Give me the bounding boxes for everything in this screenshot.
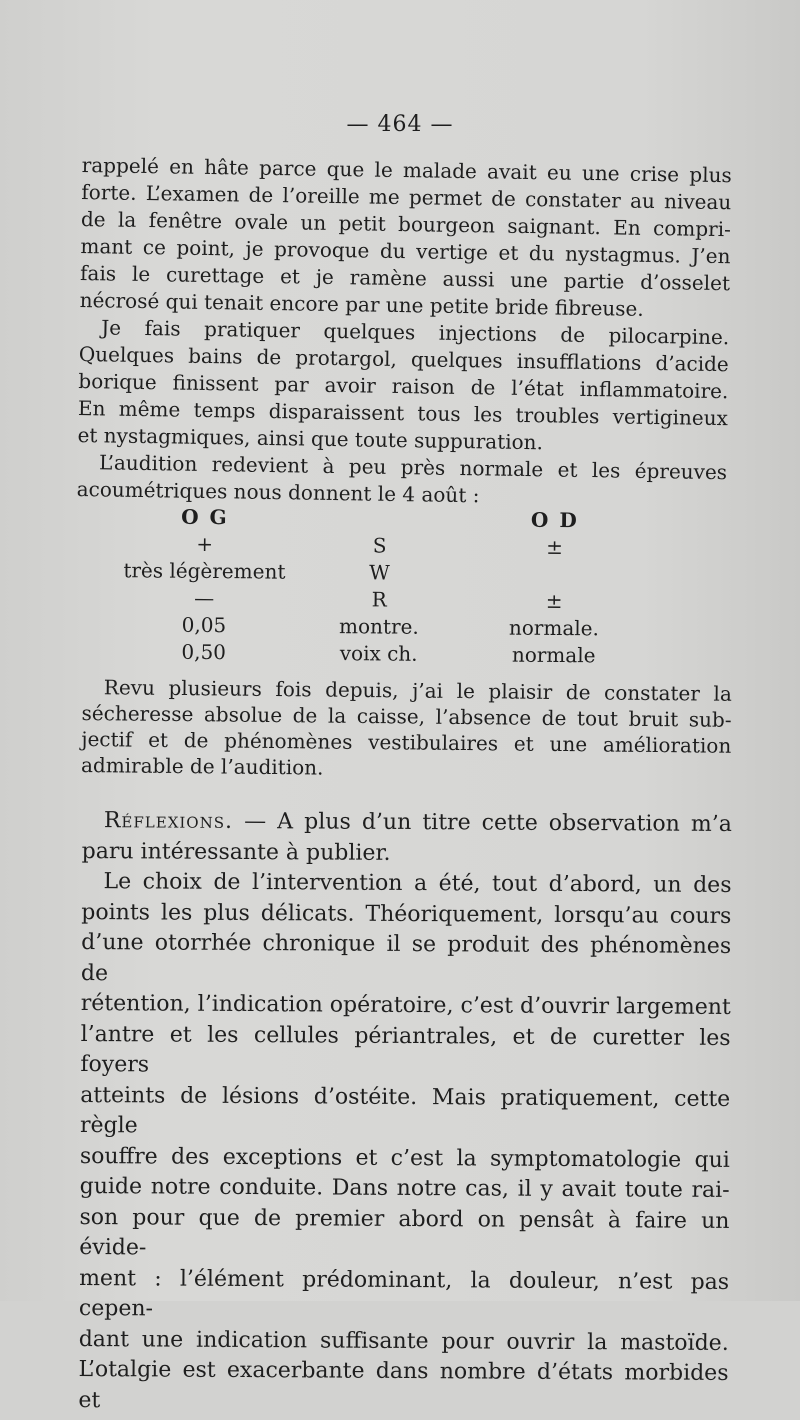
text-line: forte. L’examen de l’oreille me permet de constater au niveau — [81, 179, 732, 215]
text-line: En même temps disparaissent tous les troubles vertigineux — [77, 395, 729, 431]
table-cell: S — [372, 533, 387, 558]
page-number: — 464 — — [346, 112, 454, 137]
text-line: points les plus délicats. Théoriquement, lorsqu’au cours — [81, 899, 732, 929]
table-cell: normale — [511, 642, 596, 668]
header-spacer — [310, 505, 450, 533]
text-line: acoumétriques nous donnent le 4 août : — [76, 476, 480, 508]
text-line: rappelé en hâte parce que le malade avait eu une crise plus — [81, 152, 732, 188]
table-cell: voix ch. — [339, 641, 418, 666]
text-line: de la fenêtre ovale un petit bourgeon saignant. En compri- — [80, 206, 732, 242]
text-line: Le choix de l’intervention a été, tout d’abord, un des — [103, 869, 732, 898]
text-line: nécrosé qui tenait encore par une petite bride fibreuse. — [79, 287, 644, 321]
body-text-middle — [81, 674, 732, 785]
header-od: O D — [530, 507, 579, 533]
table-cell: 0,50 — [181, 639, 227, 665]
text-line: sécheresse absolue de la caisse, l’absence de tout bruit sub- — [81, 700, 732, 732]
text-line: Quelques bains de protargol, quelques insufflations d’acide — [78, 341, 729, 377]
text-line: admirable de l’audition. — [80, 752, 324, 780]
table-cell: montre. — [338, 614, 419, 639]
table-cell: 0,05 — [181, 612, 227, 638]
text-line: rétention, l’indication opératoire, c’est d’ouvrir largement — [80, 990, 731, 1020]
text-line: son pour que de premier abord on pensât à faire un évide- — [79, 1204, 730, 1261]
body-text-bottom — [78, 806, 732, 1420]
text-line: fais le curettage et je ramène aussi une partie d’osselet — [79, 260, 731, 296]
audiometry-table — [99, 503, 660, 670]
table-cell: normale. — [508, 615, 600, 641]
table-cell: très légèrement — [123, 558, 286, 584]
section-heading: Réflexions. — [103, 808, 234, 834]
table-cell — [449, 560, 659, 589]
text-line: borique finissent par avoir raison de l’état inflammatoire. — [78, 368, 729, 404]
text-line: paru intéressante à publier. — [81, 838, 391, 866]
text-line: Je fais pratiquer quelques injections de pilocarpine. — [101, 315, 730, 350]
table-cell: + — [196, 531, 214, 556]
text-line: atteints de lésions d’ostéite. Mais pratiquement, cette règle — [79, 1082, 731, 1139]
table-cell: W — [369, 560, 390, 585]
text-line: guide notre conduite. Dans notre cas, il y avait toute rai- — [79, 1173, 730, 1203]
body-text-top — [76, 152, 731, 513]
text-line: L’otalgie est exacerbante dans nombre d’états morbides et — [78, 1356, 729, 1413]
text-line: L’audition redevient à peu près normale et les épreuves — [98, 450, 728, 485]
text-line: et nystagmiques, ainsi que toute suppuration. — [77, 422, 544, 455]
header-og: O G — [181, 504, 229, 530]
text-line: dant une indication suffisante pour ouvrir la mastoïde. — [78, 1326, 729, 1356]
table-cell: ± — [546, 534, 564, 560]
table-cell: — — [194, 585, 215, 610]
table-cell: ± — [545, 588, 563, 614]
text-line: ment : l’élément prédominant, la douleur, n’est pas cepen- — [78, 1265, 730, 1322]
text-fragment: — A plus d’un titre cette observation m’a — [232, 808, 732, 837]
text-line: mant ce point, je provoque du vertige et du nystagmus. J’en — [80, 233, 731, 269]
text-line: souffre des exceptions et c’est la symptomatologie qui — [79, 1143, 730, 1173]
text-line: d’une otorrhée chronique il se produit des phénomènes de — [80, 929, 732, 986]
table-cell: R — [371, 587, 387, 612]
text-line: l’antre et les cellules périantrales, et de curetter les foyers — [80, 1021, 731, 1078]
reflexions-line — [82, 806, 732, 840]
text-line: Revu plusieurs fois depuis, j’ai le plaisir de constater la — [103, 675, 732, 706]
text-line: jectif et de phénomènes vestibulaires et une amélioration — [81, 726, 732, 758]
table-row — [99, 638, 659, 670]
